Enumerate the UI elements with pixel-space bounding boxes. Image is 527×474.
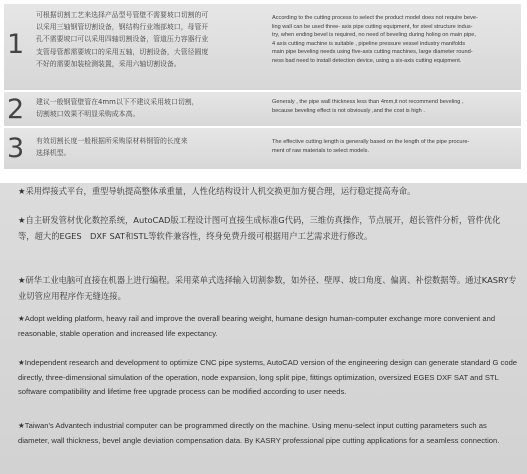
feature-zh-platform: ★采用焊接式平台，重型导轨提高整体承重量，人性化结构设计人机交换更加方便合理，运行稳定提高寿命。 [18,186,416,196]
selection-row-1 [4,4,521,90]
row-number: 2 [7,94,25,125]
row-text-english: According to the cutting process to select the product model does not require beve- ling wall can be used three- axis pipe cutting equipment, for steel structure indus- try, when ending bevel is required, no need of beveling during holing on main pipe, 4 axis cutting machine is suitable , pipeline pressure vessel industry manifolds main pipe beveling needs using five-axis cutting machines, large diameter round- ness bad need to install detection device, using a six-axis cutting equipment. [272,15,478,64]
row-text-english: Generaly , the pipe wall thickness less than 4mm,it not recommend beveling , because beveling effect is not obviously ,and the cost is high . [272,99,464,114]
feature-zh-cnc-system: ★自主研发管材优化数控系统，AutoCAD版工程设计图可直接生成标准G代码，三维仿真操作，节点展开，超长管件分析，管件优化等，超大的EGES DXF SAT和STL等软件兼容性，终身免费升级可根据用户工艺需求进行修改。 [18,215,501,241]
row-text-chinese: 建议一般钢管壁管在4mm以下不建议采用坡口切割， 切割坡口效果不明显采购成本高。 [36,98,199,119]
row-text-english: The effective cutting length is generally based on the length of the pipe procure- ment of raw materials to select models. [272,139,470,154]
feature-en-industrial-pc: ★Taiwan's Advantech industrial computer can be programmed directly on the machine. Using menu-select input cutting parameters such as diameter, wall thickness, bevel angle deviation compensation data. By KASRY professional pipe cutting applications for a seamless connection. [18,421,500,445]
row-number: 3 [7,133,25,164]
feature-en-platform: ★Adopt welding platform, heavy rail and improve the overall bearing weight, humane design human-computer exchange more convenient and reasonable, stable operation and increased life expectancy. [18,314,496,338]
feature-zh-industrial-pc: ★研华工业电脑可直接在机器上进行编程。采用菜单式选择输入切割参数，如外径、壁厚、坡口角度、偏离、补偿数据等。通过KASRY专业切管应用程序作无缝连接。 [18,275,517,301]
selection-row-3 [4,128,521,169]
row-text-chinese: 可根据切割工艺来选择产品型号管壁不需要坡口切割的可 以采用三轴钢管切割设备，钢结构行业端部坡口，母管开 孔不需要坡口可以采用四轴切割设备，管道压力容器行业 支管母管都需要坡口的采用五轴，切割设备，大管径圆度 不好的需要加装检测装置，采用六轴切割设备。 [36,11,209,68]
row-text-chinese: 有效切割长度一般根据所采购原材料钢管的长度来 选择机型。 [36,137,188,158]
features-panel [0,183,527,474]
section-divider [0,169,527,183]
feature-en-cnc-system: ★Independent research and development to optimize CNC pipe systems, AutoCAD version of the engineering design can generate standard G code directly, three-dimensional simulation of the operation, node expansion, long split pipe, fittings optimization, oversized EGES DXF SAT and STL software compatibility and lifetime free upgrade process can be modified according to user needs. [18,358,518,397]
selection-row-2 [4,92,521,126]
row-number: 1 [7,29,25,60]
